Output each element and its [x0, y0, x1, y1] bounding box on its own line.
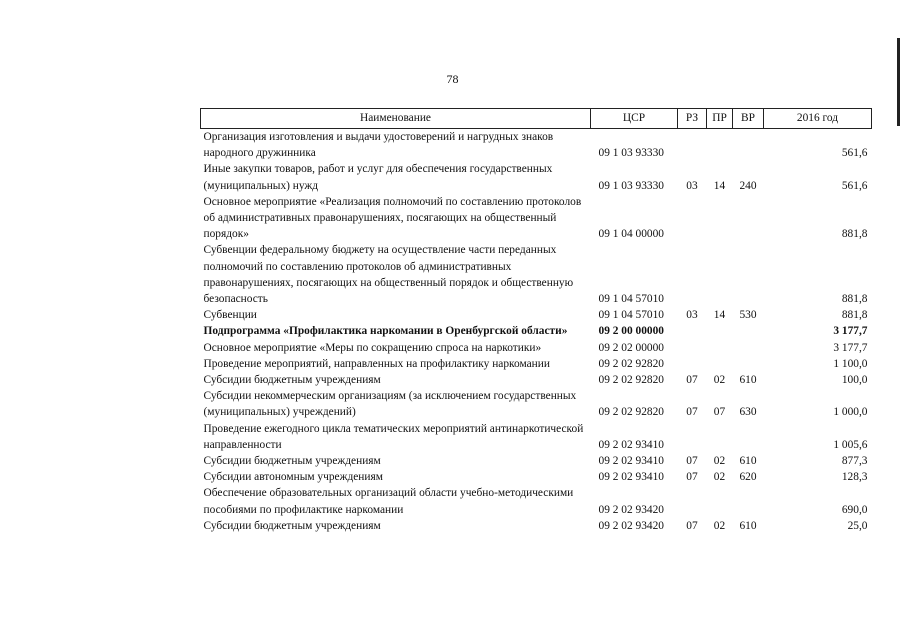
cell-rz	[678, 129, 707, 162]
cell-amount: 1 005,6	[833, 438, 868, 451]
cell-rz	[678, 356, 707, 372]
cell-vr: 630	[739, 406, 757, 419]
cell-amount: 1 000,0	[833, 406, 868, 419]
cell-rz	[678, 194, 707, 243]
header-csr: ЦСР	[591, 109, 678, 129]
cell-name: Субсидии бюджетным учреждениям	[203, 455, 381, 468]
table-header-row	[201, 109, 872, 129]
cell-csr: 09 2 00 00000	[598, 325, 664, 338]
cell-vr	[733, 356, 764, 372]
cell-vr	[733, 421, 764, 453]
table-row	[201, 161, 872, 193]
cell-pr: 02	[713, 471, 726, 484]
budget-table	[200, 108, 872, 534]
cell-name: Организация изготовления и выдачи удостоверений и нагрудных знаков народного дружинника	[203, 131, 554, 160]
cell-vr: 610	[739, 374, 757, 387]
cell-amount: 561,6	[841, 179, 868, 192]
cell-name: Основное мероприятие «Реализация полномочий по составлению протоколов об административных правонарушениях, посягающих на общественный порядок»	[203, 195, 582, 241]
cell-name: Проведение ежегодного цикла тематических мероприятий антинаркотической направленности	[203, 422, 584, 451]
cell-rz: 03	[686, 309, 698, 322]
cell-name: Субвенции	[203, 309, 257, 322]
cell-name: Субсидии автономным учреждениям	[203, 471, 383, 484]
table-row	[201, 421, 872, 453]
cell-name: Субвенции федеральному бюджету на осуществление части переданных полномочий по составлению протоколов об административных правонарушениях, посягающих на общественный порядок и общественную безопасность	[203, 244, 574, 306]
table-row	[201, 129, 872, 162]
cell-vr	[733, 323, 764, 339]
table-row	[201, 469, 872, 485]
cell-vr	[733, 242, 764, 307]
cell-csr: 09 1 04 00000	[598, 228, 664, 241]
cell-vr: 620	[739, 471, 757, 484]
table-row	[201, 372, 872, 388]
header-pr: ПР	[707, 109, 733, 129]
cell-vr	[733, 129, 764, 162]
cell-csr: 09 1 03 93330	[598, 179, 664, 192]
cell-rz: 07	[686, 374, 698, 387]
table-row	[201, 356, 872, 372]
cell-rz: 07	[686, 406, 698, 419]
header-rz: РЗ	[678, 109, 707, 129]
cell-csr: 09 2 02 92820	[598, 374, 664, 387]
table-row	[201, 485, 872, 517]
cell-rz: 07	[686, 519, 698, 532]
cell-pr	[707, 242, 733, 307]
table-body	[201, 129, 872, 535]
cell-rz	[678, 242, 707, 307]
cell-csr: 09 2 02 93410	[598, 471, 664, 484]
cell-csr: 09 2 02 92820	[598, 406, 664, 419]
cell-amount: 881,8	[841, 309, 868, 322]
cell-vr: 530	[739, 309, 757, 322]
cell-rz: 07	[686, 455, 698, 468]
cell-name: Проведение мероприятий, направленных на профилактику наркомании	[203, 357, 550, 370]
cell-amount: 690,0	[841, 503, 868, 516]
scan-edge-mark	[897, 38, 900, 126]
cell-pr	[707, 485, 733, 517]
cell-rz: 03	[686, 179, 698, 192]
cell-pr	[707, 356, 733, 372]
table-row	[201, 340, 872, 356]
table-row	[201, 194, 872, 243]
table-row	[201, 242, 872, 307]
cell-csr: 09 2 02 93420	[598, 503, 664, 516]
cell-rz	[678, 323, 707, 339]
cell-csr: 09 2 02 00000	[598, 341, 664, 354]
cell-pr	[707, 340, 733, 356]
cell-vr	[733, 194, 764, 243]
cell-csr: 09 1 04 57010	[598, 309, 664, 322]
cell-vr	[733, 485, 764, 517]
cell-amount: 1 100,0	[833, 357, 868, 370]
cell-csr: 09 2 02 92820	[598, 357, 664, 370]
table-row	[201, 323, 872, 339]
cell-csr: 09 1 03 93330	[598, 147, 664, 160]
cell-name: Субсидии бюджетным учреждениям	[203, 519, 381, 532]
cell-name: Субсидии бюджетным учреждениям	[203, 374, 381, 387]
cell-rz: 07	[686, 471, 698, 484]
table-row	[201, 518, 872, 534]
table-row	[201, 453, 872, 469]
cell-pr	[707, 421, 733, 453]
cell-amount: 3 177,7	[833, 325, 868, 338]
cell-rz	[678, 421, 707, 453]
cell-amount: 100,0	[841, 374, 868, 387]
cell-name: Обеспечение образовательных организаций области учебно-методическими пособиями по профилактике наркомании	[203, 487, 574, 516]
header-name: Наименование	[201, 109, 591, 129]
cell-pr	[707, 323, 733, 339]
cell-pr: 02	[713, 455, 726, 468]
cell-name: Субсидии некоммерческим организациям (за исключением государственных (муниципальных) учреждений)	[203, 390, 577, 419]
cell-amount: 128,3	[841, 471, 868, 484]
cell-csr: 09 2 02 93410	[598, 455, 664, 468]
cell-amount: 877,3	[841, 455, 868, 468]
table-row	[201, 388, 872, 420]
cell-vr: 240	[739, 179, 757, 192]
header-vr: ВР	[733, 109, 764, 129]
cell-amount: 881,8	[841, 228, 868, 241]
cell-csr: 09 1 04 57010	[598, 293, 664, 306]
cell-pr: 02	[713, 519, 726, 532]
cell-vr	[733, 340, 764, 356]
cell-vr: 610	[739, 519, 757, 532]
cell-name: Основное мероприятие «Меры по сокращению спроса на наркотики»	[203, 341, 542, 354]
cell-vr: 610	[739, 455, 757, 468]
cell-name: Иные закупки товаров, работ и услуг для обеспечения государственных (муниципальных) нужд	[203, 163, 553, 192]
cell-pr: 07	[713, 406, 726, 419]
cell-name: Подпрограмма «Профилактика наркомании в Оренбургской области»	[203, 325, 568, 338]
cell-amount: 561,6	[841, 147, 868, 160]
cell-amount: 25,0	[847, 519, 868, 532]
cell-csr: 09 2 02 93420	[598, 519, 664, 532]
cell-pr: 14	[713, 309, 726, 322]
header-year: 2016 год	[764, 109, 872, 129]
cell-csr: 09 2 02 93410	[598, 438, 664, 451]
cell-rz	[678, 340, 707, 356]
cell-pr: 14	[713, 179, 726, 192]
cell-amount: 881,8	[841, 293, 868, 306]
cell-amount: 3 177,7	[833, 341, 868, 354]
cell-pr	[707, 194, 733, 243]
cell-pr	[707, 129, 733, 162]
table-row	[201, 307, 872, 323]
cell-rz	[678, 485, 707, 517]
cell-pr: 02	[713, 374, 726, 387]
page-number: 78	[446, 72, 459, 86]
